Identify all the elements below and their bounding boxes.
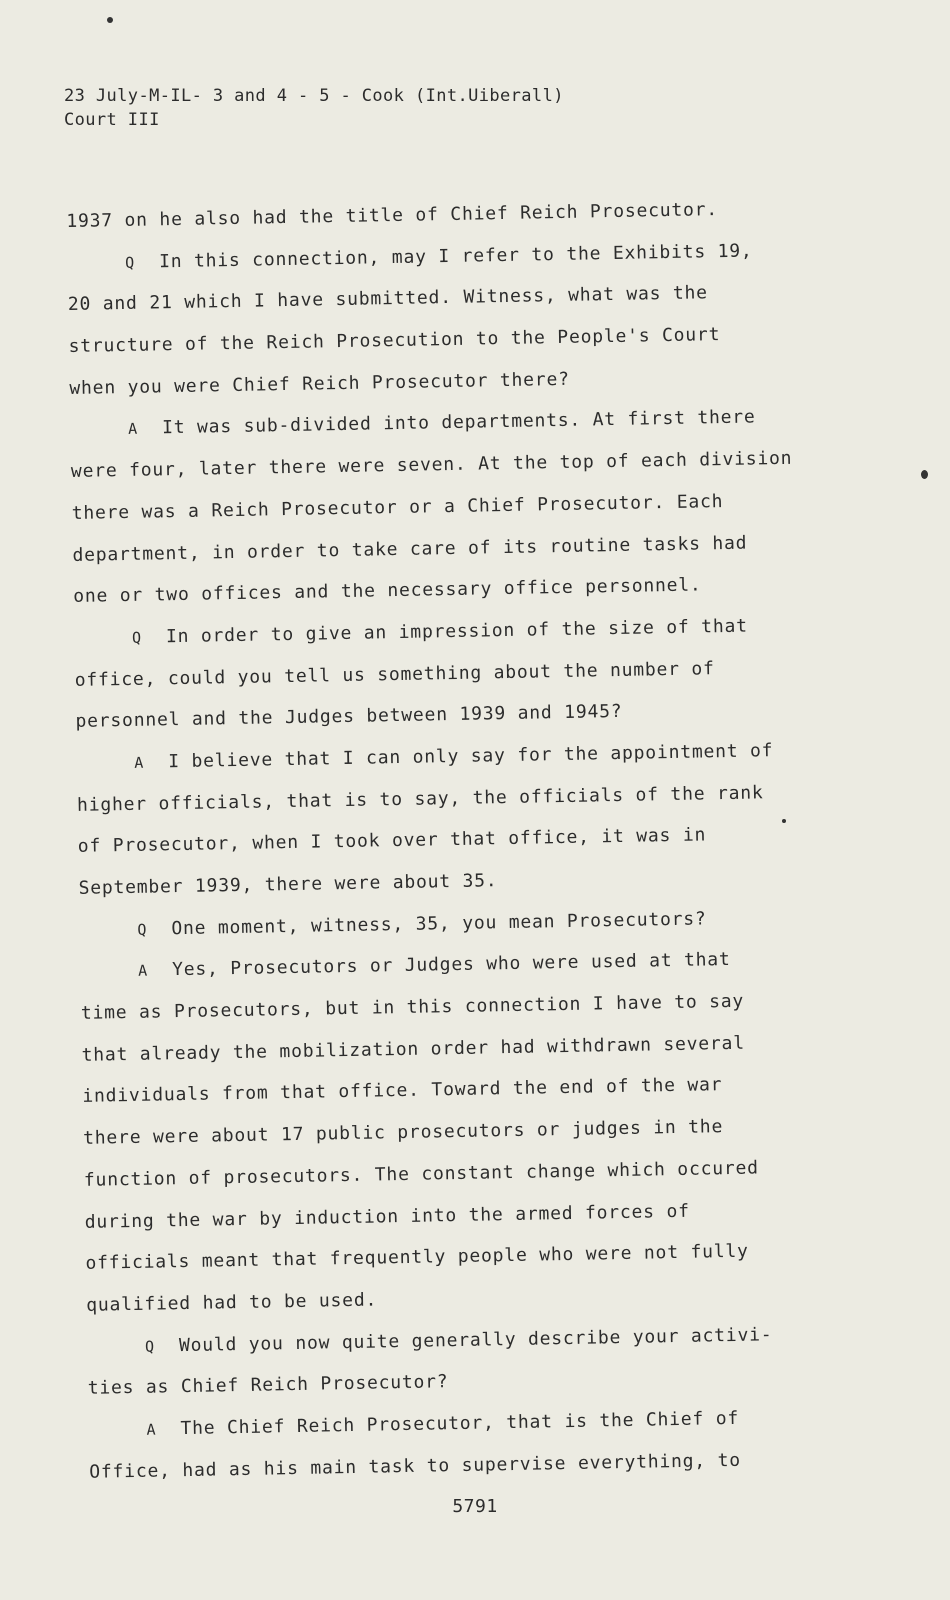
line-text: ties as Chief Reich Prosecutor? [87, 1371, 449, 1400]
speaker-marker: A [128, 420, 139, 439]
line-text: The Chief Reich Prosecutor, that is the Chief of [180, 1407, 740, 1440]
line-text: In this connection, may I refer to the Exhibits 19, [158, 240, 753, 272]
line-text: there was a Reich Prosecutor or a Chief Prosecutor. Each [71, 490, 724, 524]
line-text: Yes, Prosecutors or Judges who were used at that [171, 949, 731, 981]
header-line-2: Court III [64, 110, 160, 130]
header-line-1: 23 July-M-IL- 3 and 4 - 5 - Cook (Int.Uiberall) [64, 86, 564, 106]
document-header [64, 84, 564, 132]
line-text: higher officials, that is to say, the officials of the rank [76, 781, 764, 816]
speaker-marker: Q [144, 1337, 156, 1356]
line-text: department, in order to take care of its routine tasks had [72, 532, 748, 566]
line-text: qualified had to be used. [86, 1289, 378, 1316]
line-text: of Prosecutor, when I took over that office, it was in [77, 824, 707, 858]
speaker-marker: A [134, 753, 145, 772]
transcript-body [66, 186, 890, 1493]
line-text: 1937 on he also had the title of Chief Reich Prosecutor. [66, 199, 719, 232]
line-text: individuals from that office. Toward the end of the war [82, 1074, 723, 1108]
line-text: Would you now quite generally describe your activi- [178, 1323, 773, 1356]
line-text: function of prosecutors. The constant change which occured [83, 1157, 759, 1191]
line-text: September 1939, there were about 35. [78, 870, 498, 899]
page-number: 5791 [452, 1496, 498, 1517]
line-text: when you were Chief Reich Prosecutor there? [69, 368, 570, 399]
ink-speck [921, 470, 928, 479]
line-text: One moment, witness, 35, you mean Prosecutors? [171, 908, 707, 939]
line-text: I believe that I can only say for the appointment of [168, 740, 774, 773]
line-text: officials meant that frequently people who were not fully [85, 1240, 749, 1275]
speaker-marker: A [137, 962, 149, 981]
line-text: were four, later there were seven. At the top of each division [70, 447, 793, 483]
speaker-marker: Q [124, 253, 136, 272]
line-text: It was sub-divided into departments. At first there [161, 406, 756, 439]
speaker-marker: Q [137, 920, 148, 939]
line-text: that already the mobilization order had withdrawn several [81, 1032, 746, 1066]
line-text: In order to give an impression of the size of that [165, 615, 748, 648]
speaker-marker: Q [131, 628, 143, 647]
line-text: personnel and the Judges between 1939 and 1945? [75, 701, 623, 733]
line-text: one or two offices and the necessary office personnel. [73, 574, 702, 608]
line-text: Office, had as his main task to supervise everything, to [89, 1449, 742, 1483]
speaker-marker: A [146, 1420, 157, 1439]
line-text: 20 and 21 which I have submitted. Witness, what was the [67, 282, 709, 316]
line-text: office, could you tell us something about the number of [74, 657, 715, 691]
ink-speck [107, 17, 113, 23]
line-text: there were about 17 public prosecutors or judges in the [82, 1116, 724, 1149]
line-text: time as Prosecutors, but in this connection I have to say [80, 990, 745, 1024]
line-text: during the war by induction into the armed forces of [84, 1200, 690, 1233]
line-text: structure of the Reich Prosecution to the People's Court [68, 324, 721, 358]
